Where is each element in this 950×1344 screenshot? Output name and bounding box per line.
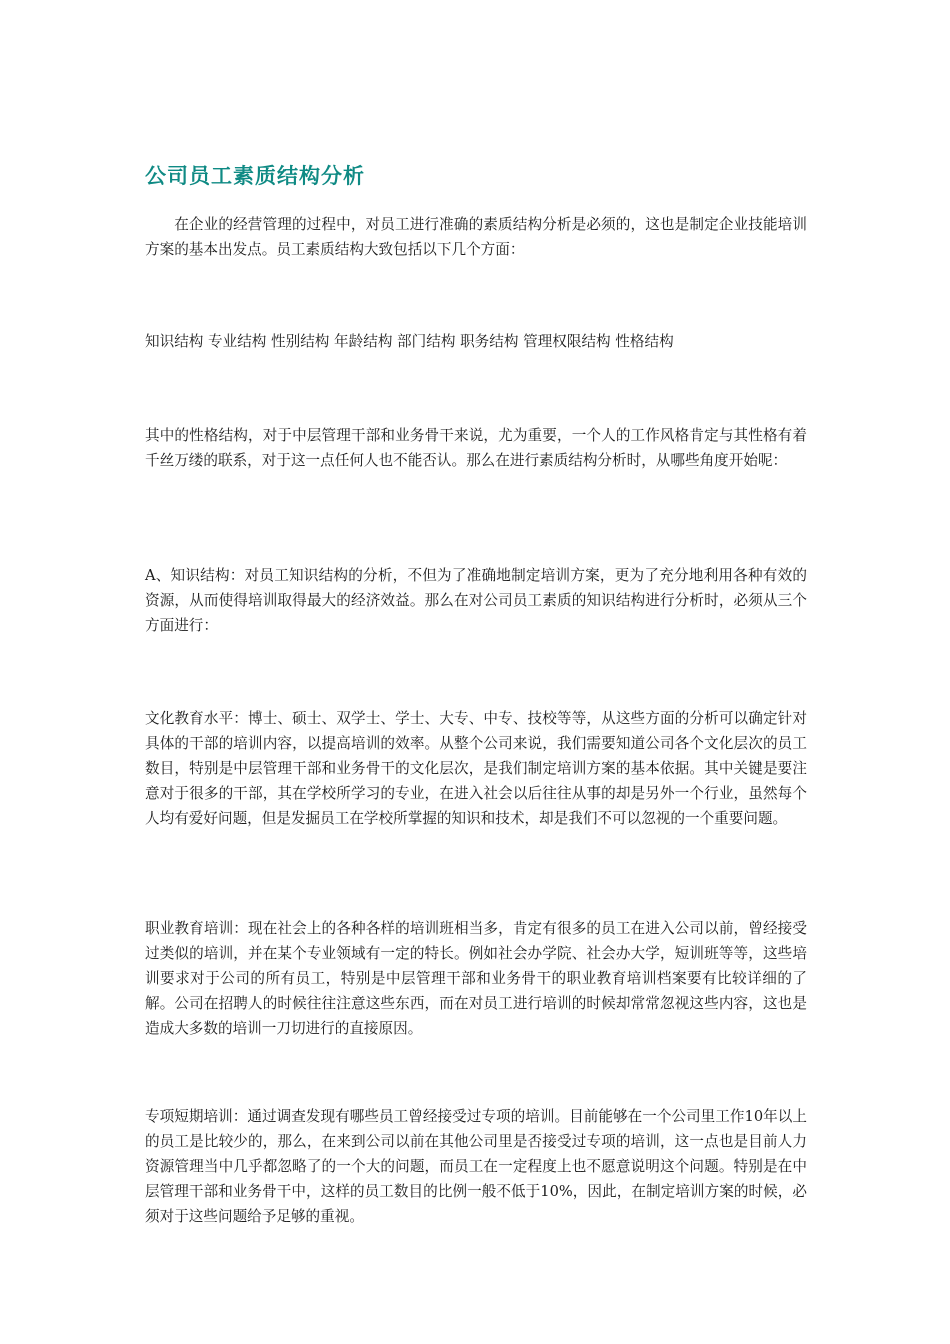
structures-list: 知识结构 专业结构 性别结构 年龄结构 部门结构 职务结构 管理权限结构 性格结构 xyxy=(145,333,674,350)
special-short-training-paragraph: 专项短期培训：通过调查发现有哪些员工曾经接受过专项的培训。目前能够在一个公司里工作10年以上的员工是比较少的，那么，在来到公司以前在其他公司里是否接受过专项的培训，这一点也是目前人力资源管理当中几乎都忽略了的一个大的问题，而员工在一定程度上也不愿意说明这个问题。特别是在中层管理干部和业务骨干中，这样的员工数目的比例一般不低于10%，因此，在制定培训方案的时候，必须对于这些问题给予足够的重视。 xyxy=(145,1108,807,1225)
knowledge-structure-paragraph: A、知识结构：对员工知识结构的分析，不但为了准确地制定培训方案，更为了充分地利用各种有效的资源，从而使得培训取得最大的经济效益。那么在对公司员工素质的知识结构进行分析时，必须从三个方面进行： xyxy=(145,567,807,634)
document-title: 公司员工素质结构分析 xyxy=(145,164,365,188)
intro-paragraph: 在企业的经营管理的过程中，对员工进行准确的素质结构分析是必须的，这也是制定企业技能培训方案的基本出发点。员工素质结构大致包括以下几个方面： xyxy=(145,216,807,258)
culture-education-paragraph: 文化教育水平：博士、硕士、双学士、学士、大专、中专、技校等等，从这些方面的分析可以确定针对具体的干部的培训内容，以提高培训的效率。从整个公司来说，我们需要知道公司各个文化层次的员工数目，特别是中层管理干部和业务骨干的文化层次，是我们制定培训方案的基本依据。其中关键是要注意对于很多的干部，其在学校所学习的专业，在进入社会以后往往从事的却是另外一个行业，虽然每个人均有爱好问题，但是发掘员工在学校所掌握的知识和技术，却是我们不可以忽视的一个重要问题。 xyxy=(145,710,807,827)
character-structure-paragraph: 其中的性格结构，对于中层管理干部和业务骨干来说，尤为重要，一个人的工作风格肯定与其性格有着千丝万缕的联系，对于这一点任何人也不能否认。那么在进行素质结构分析时，从哪些角度开始呢： xyxy=(145,427,807,469)
vocational-training-paragraph: 职业教育培训：现在社会上的各种各样的培训班相当多，肯定有很多的员工在进入公司以前，曾经接受过类似的培训，并在某个专业领域有一定的特长。例如社会办学院、社会办大学，短训班等等，这些培训要求对于公司的所有员工，特别是中层管理干部和业务骨干的职业教育培训档案要有比较详细的了解。公司在招聘人的时候往往注意这些东西，而在对员工进行培训的时候却常常忽视这些内容，这也是造成大多数的培训一刀切进行的直接原因。 xyxy=(145,920,807,1037)
